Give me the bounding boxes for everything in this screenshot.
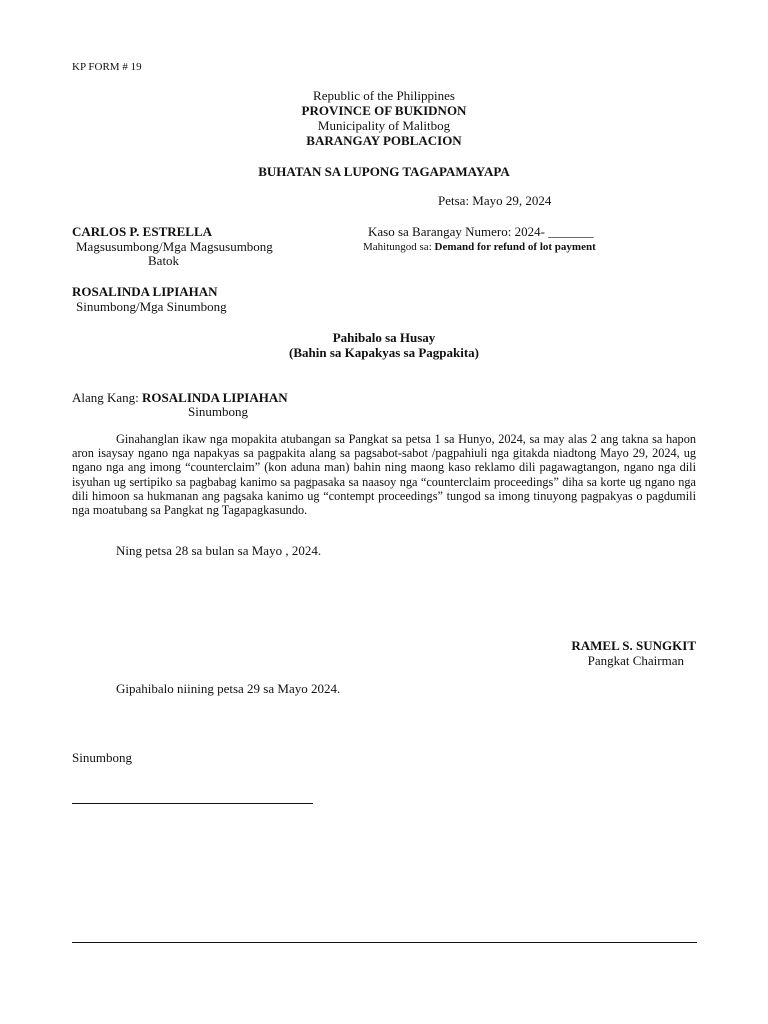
respondent-role: Sinumbong/Mga Sinumbong <box>76 299 227 314</box>
complainant-name: CARLOS P. ESTRELLA <box>72 224 213 239</box>
respondent-name: ROSALINDA LIPIAHAN <box>72 284 218 299</box>
header-province: PROVINCE OF BUKIDNON <box>301 103 467 118</box>
case-subject <box>363 241 596 253</box>
notified-line: Gipahibalo niining petsa 29 sa Mayo 2024. <box>116 681 341 696</box>
notice-title: Pahibalo sa Husay <box>332 330 436 345</box>
addressee-role: Sinumbong <box>188 404 248 419</box>
signatory-title: Pangkat Chairman <box>587 653 684 668</box>
case-subject-label: Mahitungod sa: <box>363 241 432 253</box>
case-number: Kaso sa Barangay Numero: 2024- _______ <box>368 224 594 239</box>
issued-line: Ning petsa 28 sa bulan sa Mayo , 2024. <box>116 543 322 558</box>
addressee-label: Alang Kang: <box>72 390 139 405</box>
case-subject-value: Demand for refund of lot payment <box>434 241 596 253</box>
body-paragraph: Ginahanglan ikaw nga mopakita atubangan sa Pangkat sa petsa 1 sa Hunyo, 2024, sa may alas 2 ang takna sa hapon aron isaysay ngano nga napakyas sa pagpakita alang sa pagsabot-sabot /pagpahiuli nga gitakda niadtong Mayo 29, 2024, ug ngano nga ang imong “counterclaim” (kon aduna man) bahin ning maong kaso reklamo dili pagawagtangon, ngano nga dili isyuhan ug sertipiko sa pagbabag kanimo sa pagpasaka sa naasoy nga “counterclaim proceedings” diha sa korte ug ngano nga dili himoon sa hukmanan ang pagsaka kanimo ug “contempt proceedings” tungod sa imong tinuyong pagpakyas o pagdumili nga moatubang sa Pangkat ng Tagapagkasundo. <box>72 432 696 518</box>
header-municipality: Municipality of Malitbog <box>317 118 451 133</box>
date-line: Petsa: Mayo 29, 2024 <box>438 193 552 208</box>
form-number: KP FORM # 19 <box>72 61 142 73</box>
header-barangay: BARANGAY POBLACION <box>306 133 462 148</box>
notice-subtitle: (Bahin sa Kapakyas sa Pagpakita) <box>289 345 479 360</box>
respondent-signature-label: Sinumbong <box>72 750 132 765</box>
addressee-name: ROSALINDA LIPIAHAN <box>142 390 288 405</box>
respondent-signature-line <box>72 803 313 804</box>
complainant-role: Magsusumbong/Mga Magsusumbong <box>76 239 273 254</box>
versus-label: Batok <box>148 253 180 268</box>
header-republic: Republic of the Philippines <box>313 88 455 103</box>
bottom-rule <box>72 942 697 943</box>
addressee-line <box>72 390 288 406</box>
header-office: BUHATAN SA LUPONG TAGAPAMAYAPA <box>258 164 510 179</box>
signatory-name: RAMEL S. SUNGKIT <box>571 638 696 653</box>
